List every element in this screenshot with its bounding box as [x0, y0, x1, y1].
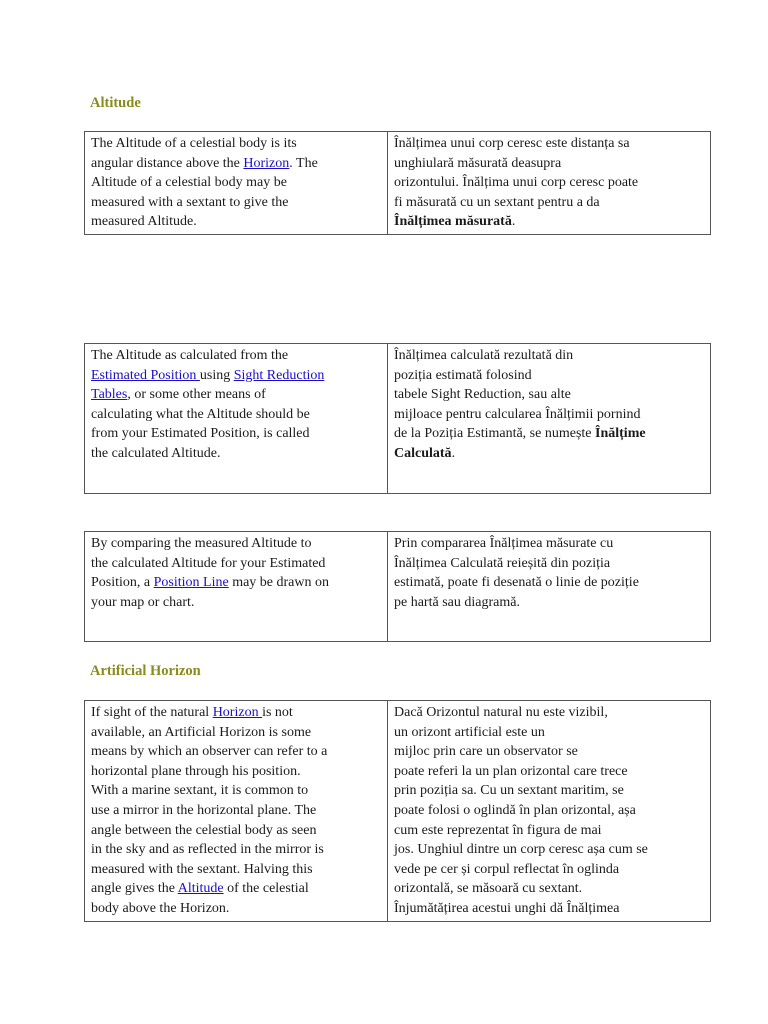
text-line [394, 212, 705, 232]
table-row [85, 532, 711, 642]
text-line: mijloace pentru calcularea Înălțimii pornind [394, 406, 641, 422]
text-line: horizontal plane through his position. [91, 763, 301, 779]
text-line: Altitude of a celestial body may be [91, 175, 287, 191]
text-line: By comparing the measured Altitude to [91, 536, 312, 551]
section-heading-artificial-horizon: Artificial Horizon [90, 663, 201, 679]
text-line: angle between the celestial body as seen [91, 822, 317, 838]
english-cell [85, 344, 388, 494]
bold-term: Calculată [394, 445, 452, 461]
section-heading-altitude: Altitude [90, 95, 141, 111]
romanian-cell [388, 344, 711, 494]
text-line: body above the Horizon. [91, 900, 230, 916]
text-line: measured with the sextant. Halving this [91, 861, 313, 877]
text-line: poate referi la un plan orizontal care trece [394, 763, 628, 779]
estimated-position-link[interactable]: Estimated Position [91, 367, 200, 383]
text-fragment: may be drawn on [228, 575, 329, 591]
text-line: available, an Artificial Horizon is some [91, 724, 312, 740]
sight-reduction-tables-link-cont[interactable]: Tables [91, 387, 128, 403]
bold-term: Înălțime [595, 426, 646, 442]
text-fragment: . [451, 445, 456, 461]
text-line [91, 385, 382, 405]
translation-table-position-line [84, 531, 711, 642]
text-line: The Altitude of a celestial body is its [91, 136, 297, 151]
text-line: unghiulară măsurată deasupra [394, 155, 562, 171]
text-line: vede pe cer și corpul reflectat în oglinda [394, 861, 620, 877]
text-fragment: angle gives the [91, 881, 178, 897]
romanian-cell [388, 532, 711, 642]
altitude-link[interactable]: Altitude [177, 881, 224, 897]
text-line: Înălțimea Calculată reieșită din poziția [394, 555, 611, 571]
text-fragment: . [511, 214, 516, 230]
text-line: prin poziția sa. Cu un sextant maritim, se [394, 783, 624, 799]
bold-term: Înălțimea măsurată [394, 214, 512, 230]
text-line: Înjumătățirea acestui unghi dă Înălțimea [394, 900, 620, 916]
text-line: mijloc prin care un observator se [394, 744, 578, 760]
translation-table-altitude [84, 131, 711, 235]
text-line [394, 444, 705, 464]
text-line: un orizont artificial este un [394, 724, 545, 740]
english-cell [85, 532, 388, 642]
sight-reduction-tables-link[interactable]: Sight Reduction [233, 367, 325, 383]
text-line: Înălțimea calculată rezultată din [394, 348, 574, 363]
text-line: from your Estimated Position, is called [91, 426, 310, 442]
text-fragment: is not [262, 705, 293, 720]
position-line-link[interactable]: Position Line [153, 575, 229, 591]
english-cell [85, 701, 388, 922]
text-fragment: de la Poziția Estimantă, se numește [394, 426, 596, 442]
text-fragment: of the celestial [223, 881, 309, 897]
text-fragment: Position, a [91, 575, 154, 591]
text-line: orizontală, se măsoară cu sextant. [394, 881, 583, 897]
text-line: the calculated Altitude. [91, 445, 221, 461]
romanian-cell [388, 701, 711, 922]
text-line [91, 703, 382, 723]
text-line: fi măsurată cu un sextant pentru a da [394, 194, 600, 210]
text-fragment: . The [289, 155, 318, 171]
text-line: in the sky and as reflected in the mirror is [91, 842, 324, 858]
text-line: poate folosi o oglindă în plan orizontal, așa [394, 802, 636, 818]
text-line [91, 573, 382, 593]
text-line: cum este reprezentat în figura de mai [394, 822, 602, 838]
text-line [394, 424, 705, 444]
text-line: The Altitude as calculated from the [91, 348, 289, 363]
text-line: the calculated Altitude for your Estimated [91, 555, 326, 571]
romanian-cell [388, 132, 711, 235]
text-line: tabele Sight Reduction, sau alte [394, 387, 571, 403]
text-line: Înălțimea unui corp ceresc este distanța sa [394, 136, 630, 151]
text-fragment: If sight of the natural [91, 705, 213, 720]
text-line [91, 154, 382, 174]
horizon-link[interactable]: Horizon [243, 155, 290, 171]
text-line: poziția estimată folosind [394, 367, 532, 383]
text-line: Dacă Orizontul natural nu este vizibil, [394, 705, 608, 720]
text-line: Prin compararea Înălțimea măsurate cu [394, 536, 614, 551]
text-fragment: , or some other means of [127, 387, 266, 403]
text-line: orizontului. Înălțima unui corp ceresc poate [394, 175, 639, 191]
table-row [85, 132, 711, 235]
translation-table-calculated-altitude [84, 343, 711, 494]
text-line [91, 366, 382, 386]
text-line: measured with a sextant to give the [91, 194, 289, 210]
table-row [85, 701, 711, 922]
text-line: With a marine sextant, it is common to [91, 783, 309, 799]
english-cell [85, 132, 388, 235]
text-line: jos. Unghiul dintre un corp ceresc așa cum se [394, 842, 648, 858]
text-line: means by which an observer can refer to a [91, 744, 328, 760]
text-line: estimată, poate fi desenată o linie de poziție [394, 575, 639, 591]
text-fragment: angular distance above the [91, 155, 244, 171]
text-fragment: using [199, 367, 234, 383]
text-line: calculating what the Altitude should be [91, 406, 310, 422]
text-line: use a mirror in the horizontal plane. The [91, 802, 317, 818]
text-line: pe hartă sau diagramă. [394, 594, 520, 610]
translation-table-artificial-horizon [84, 700, 711, 922]
text-line: measured Altitude. [91, 214, 197, 230]
horizon-link[interactable]: Horizon [212, 705, 263, 720]
text-line [91, 879, 382, 899]
table-row [85, 344, 711, 494]
text-line: your map or chart. [91, 594, 195, 610]
